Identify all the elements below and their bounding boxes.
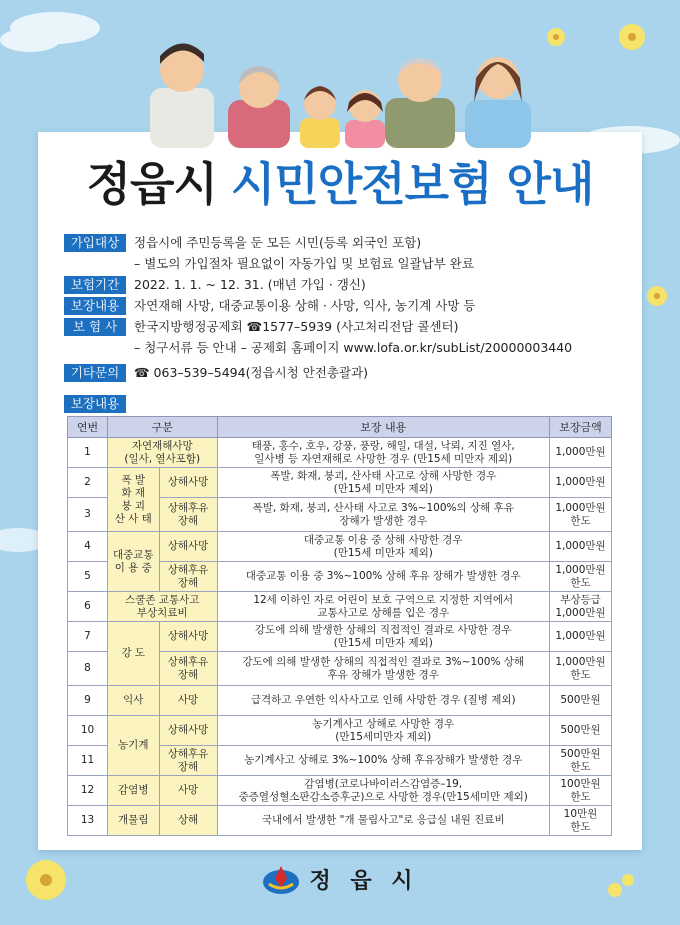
coverage-table — [67, 416, 612, 836]
row-number: 5 — [68, 562, 108, 592]
info-row-period — [64, 276, 634, 297]
row-description: 농기계사고 상해로 3%~100% 상해 후유장해가 발생한 경우 — [217, 746, 550, 776]
info-tag: 기타문의 — [64, 364, 126, 382]
row-description: 농기계사고 상해로 사망한 경우 (만15세미만자 제외) — [217, 716, 550, 746]
info-tag: 가입대상 — [64, 234, 126, 252]
row-category: 강 도 — [108, 622, 160, 686]
row-category: 농기계 — [108, 716, 160, 776]
table-header-row — [68, 417, 612, 438]
row-description: 12세 이하인 자로 어린이 보호 구역으로 지정한 지역에서 교통사고로 상해를 입은 경우 — [217, 592, 550, 622]
page-title — [0, 148, 680, 214]
row-subcategory: 사망 — [159, 686, 217, 716]
info-row-subscriber-note — [64, 255, 634, 276]
row-amount: 1,000만원 — [550, 468, 612, 498]
info-row-insurer-note — [64, 339, 634, 360]
row-subcategory: 상해사망 — [159, 716, 217, 746]
row-number: 8 — [68, 652, 108, 686]
row-subcategory: 사망 — [159, 776, 217, 806]
header-amount: 보장금액 — [550, 417, 612, 438]
coverage-label: 보장내용 — [64, 395, 126, 413]
row-category: 폭 발 화 재 붕 괴 산 사 태 — [108, 468, 160, 532]
row-amount: 1,000만원 한도 — [550, 562, 612, 592]
row-number: 6 — [68, 592, 108, 622]
row-description: 감염병(코로나바이러스감염증–19, 중증열성혈소판감소증후군)으로 사망한 경우(만15세미만 제외) — [217, 776, 550, 806]
row-subcategory: 상해사망 — [159, 468, 217, 498]
row-category: 익사 — [108, 686, 160, 716]
info-row-coverage — [64, 297, 634, 318]
row-description: 대중교통 이용 중 상해 사망한 경우 (만15세 미만자 제외) — [217, 532, 550, 562]
title-main: 시민안전보험 안내 — [230, 157, 594, 211]
header-no: 연번 — [68, 417, 108, 438]
row-subcategory: 상해후유 장해 — [159, 652, 217, 686]
table-row — [68, 622, 612, 652]
info-row-insurer — [64, 318, 634, 339]
city-emblem-icon — [261, 862, 301, 896]
footer — [0, 862, 680, 900]
row-number: 11 — [68, 746, 108, 776]
row-description: 국내에서 발생한 "개 물림사고"로 응급실 내원 진료비 — [217, 806, 550, 836]
table-row — [68, 468, 612, 498]
info-text: 2022. 1. 1. ~ 12. 31. (매년 가입 · 갱신) — [134, 277, 366, 292]
row-category: 스쿨존 교통사고 부상치료비 — [108, 592, 218, 622]
row-description: 대중교통 이용 중 3%~100% 상해 후유 장해가 발생한 경우 — [217, 562, 550, 592]
info-row-subscriber — [64, 234, 634, 255]
row-category: 개물림 — [108, 806, 160, 836]
row-amount: 1,000만원 한도 — [550, 652, 612, 686]
row-number: 4 — [68, 532, 108, 562]
row-description: 급격하고 우연한 익사사고로 인해 사망한 경우 (질병 제외) — [217, 686, 550, 716]
row-amount: 100만원 한도 — [550, 776, 612, 806]
table-row — [68, 806, 612, 836]
row-subcategory: 상해사망 — [159, 622, 217, 652]
row-description: 태풍, 홍수, 호우, 강풍, 풍랑, 해일, 대설, 낙뢰, 지진 열사, 일사병 등 자연재해로 사망한 경우 (만15세 미만자 제외) — [217, 438, 550, 468]
row-number: 3 — [68, 498, 108, 532]
info-text: – 별도의 가입절차 필요없이 자동가입 및 보험료 일괄납부 완료 — [134, 256, 474, 271]
info-text: – 청구서류 등 안내 – 공제회 홈페이지 www.lofa.or.kr/subList/20000003440 — [134, 340, 573, 355]
row-description: 폭발, 화재, 붕괴, 산사태 사고로 3%~100%의 상해 후유 장해가 발생한 경우 — [217, 498, 550, 532]
info-tag: 보 험 사 — [64, 318, 126, 336]
table-row — [68, 592, 612, 622]
row-description: 강도에 의해 발생한 상해의 직접적인 결과로 사망한 경우 (만15세 미만자 제외) — [217, 622, 550, 652]
row-subcategory: 상해후유 장해 — [159, 562, 217, 592]
family-illustration — [140, 28, 540, 148]
row-category: 감염병 — [108, 776, 160, 806]
row-number: 10 — [68, 716, 108, 746]
row-description: 강도에 의해 발생한 상해의 직접적인 결과로 3%~100% 상해 후유 장해가 발생한 경우 — [217, 652, 550, 686]
city-logo-text: 정 읍 시 — [309, 868, 419, 894]
row-number: 7 — [68, 622, 108, 652]
row-amount: 1,000만원 한도 — [550, 498, 612, 532]
info-tag: 보험기간 — [64, 276, 126, 294]
table-row — [68, 532, 612, 562]
row-number: 2 — [68, 468, 108, 498]
row-number: 13 — [68, 806, 108, 836]
row-amount: 10만원 한도 — [550, 806, 612, 836]
info-row-contact — [64, 364, 634, 385]
info-text: 정읍시에 주민등록을 둔 모든 시민(등록 외국인 포함) — [134, 235, 422, 250]
row-amount: 1,000만원 — [550, 532, 612, 562]
row-amount: 500만원 한도 — [550, 746, 612, 776]
row-amount: 500만원 — [550, 716, 612, 746]
table-row — [68, 686, 612, 716]
row-amount: 1,000만원 — [550, 438, 612, 468]
table-row — [68, 776, 612, 806]
row-subcategory: 상해 — [159, 806, 217, 836]
row-amount: 1,000만원 — [550, 622, 612, 652]
row-subcategory: 상해후유 장해 — [159, 746, 217, 776]
row-number: 1 — [68, 438, 108, 468]
header-category: 구분 — [108, 417, 218, 438]
row-subcategory: 상해사망 — [159, 532, 217, 562]
row-number: 12 — [68, 776, 108, 806]
coverage-label-row — [64, 395, 634, 416]
info-section — [64, 234, 634, 416]
table-row — [68, 438, 612, 468]
row-amount: 부상등급 1,000만원 — [550, 592, 612, 622]
title-city: 정읍시 — [86, 157, 217, 211]
row-amount: 500만원 — [550, 686, 612, 716]
city-logo — [261, 862, 418, 896]
table-row — [68, 716, 612, 746]
row-subcategory: 상해후유 장해 — [159, 498, 217, 532]
row-number: 9 — [68, 686, 108, 716]
row-category: 대중교통 이 용 중 — [108, 532, 160, 592]
info-text: 한국지방행정공제회 ☎1577–5939 (사고처리전담 콜센터) — [134, 319, 459, 334]
info-text: 자연재해 사망, 대중교통이용 상해 · 사망, 익사, 농기계 사망 등 — [134, 298, 476, 313]
header-description: 보장 내용 — [217, 417, 550, 438]
row-description: 폭발, 화재, 붕괴, 산사태 사고로 상해 사망한 경우 (만15세 미만자 제외) — [217, 468, 550, 498]
row-category: 자연재해사망 (일사, 열사포함) — [108, 438, 218, 468]
info-tag: 보장내용 — [64, 297, 126, 315]
info-text: ☎ 063–539–5494(정읍시청 안전총괄과) — [134, 365, 368, 380]
